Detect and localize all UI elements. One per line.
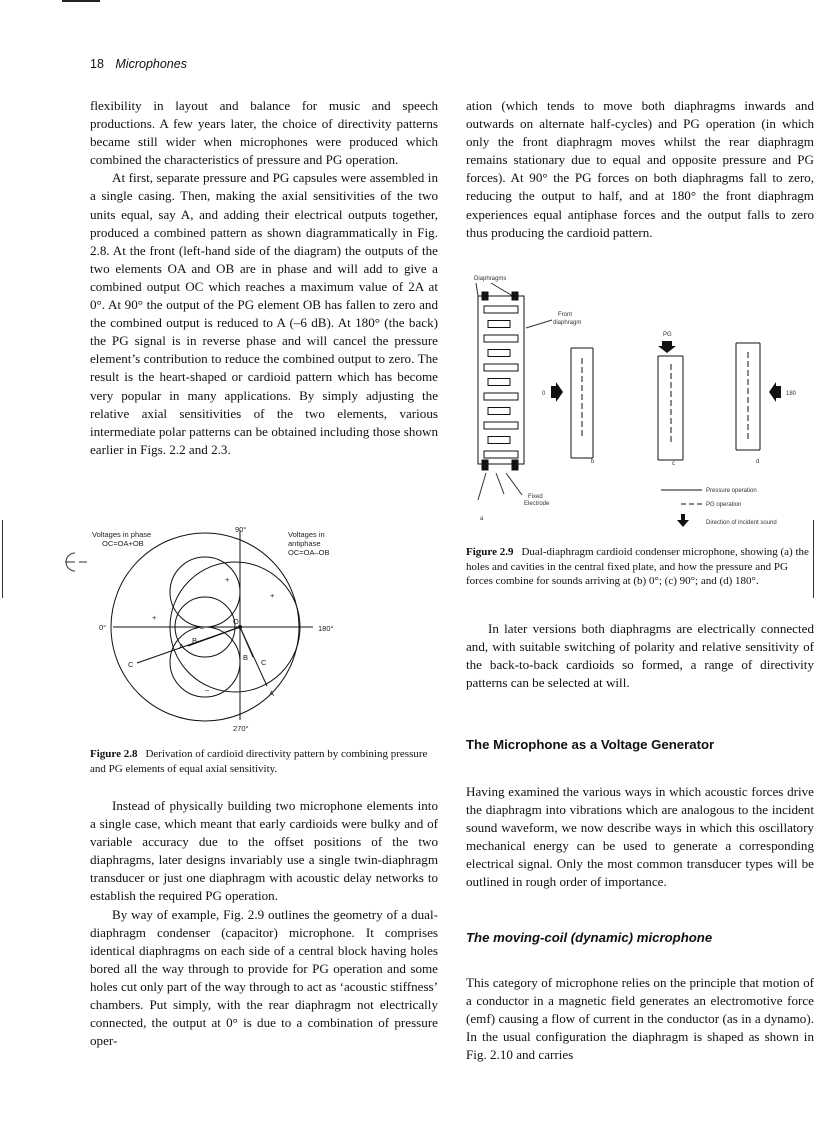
point-b-label: B	[192, 636, 198, 645]
caption-label: Figure 2.8	[90, 748, 138, 760]
point-o-label: O	[233, 617, 239, 626]
paragraph: flexibility in layout and balance for music and speech productions. A few years later, the choice of directivity patterns became still wider when microphones were produced which combined the characteristics of pressure and PG operation.	[90, 98, 438, 168]
section-heading-moving-coil: The moving-coil (dynamic) microphone	[466, 930, 713, 945]
paragraph: This category of microphone relies on the principle that motion of a conductor in a magnetic field generates an electromotive force (emf) causing a flow of current in the conductor (as in a dynamo). In the usual configuration the diaphragm is shaped as shown in Fig. 2.10 and carries	[466, 975, 814, 1063]
plus-sign: +	[270, 591, 275, 600]
plate-hole	[484, 306, 518, 313]
right-column-top	[466, 97, 814, 242]
left-column-top	[90, 97, 438, 459]
label-antiphase: Voltages in antiphase OC=OA–OB	[288, 530, 330, 557]
running-title: Microphones	[115, 57, 187, 71]
minus-sign: –	[200, 623, 205, 632]
plate-hole	[484, 451, 518, 458]
label-b: b	[591, 459, 595, 465]
figure-2-9-caption	[466, 545, 816, 589]
plate-hole	[488, 379, 510, 386]
leader-line	[506, 473, 522, 495]
label-pg: PG	[663, 332, 672, 338]
paragraph: In later versions both diaphragms are electrically connected and, with suitable switching of polarity and relative sensitivity of the back-to-back cardioids so formed, a range of directivity patterns can be selected at will.	[466, 621, 814, 691]
label-0: 0	[542, 391, 546, 397]
figure-2-8-diagram	[55, 520, 385, 735]
running-header	[90, 57, 187, 71]
plate-hole	[488, 408, 510, 415]
plate-hole	[484, 335, 518, 342]
label-a: a	[480, 516, 484, 522]
paragraph: ation (which tends to move both diaphragms inwards and outwards on alternate half-cycles) and PG operation (in which only the front diaphragm moves whilst the rear diaphragm remains stationary due to equal and opposite pressure and PG forces). At 90° the PG forces on both diaphragms fall to zero, reducing the output to half, and at 180° the front diaphragm experiences equal antiphase forces and the output falls to zero thus producing the cardioid pattern.	[466, 98, 814, 240]
arrow-direction-0	[551, 382, 563, 402]
point-c-label: C	[128, 660, 134, 669]
label-in-phase: Voltages in phase OC=OA+OB	[92, 530, 152, 548]
point-c-right-label: C	[261, 658, 267, 667]
section-moving-coil-text	[466, 974, 814, 1064]
arrow-direction-180	[769, 382, 781, 402]
registration-mark	[65, 553, 87, 571]
left-column-bottom	[90, 797, 438, 1050]
leader-line	[496, 473, 504, 494]
plates-b	[571, 348, 593, 458]
paragraph: Having examined the various ways in which acoustic forces drive the diaphragm into vibrations which are analogous to the incident sound waveform, we now describe ways in which this oscillatory mechanical energy can be used to generate a corresponding electrical signal. Only the most common transducer types will be outlined in rough order of importance.	[466, 784, 814, 890]
leader-line	[526, 320, 552, 328]
leader-line	[476, 283, 478, 296]
minus-sign: –	[205, 685, 210, 694]
figure-2-9-diagram	[466, 268, 816, 530]
label-fixed-plate: Fixed Electrode	[524, 494, 550, 507]
label-diaphragms: Diaphragms	[474, 276, 507, 282]
right-column-mid	[466, 620, 814, 692]
label-180: 180	[786, 391, 797, 397]
legend-pg: PG operation	[706, 502, 742, 508]
label-c: c	[672, 461, 675, 467]
angle-180-label: 180°	[318, 624, 334, 633]
plate-hole	[484, 393, 518, 400]
plus-sign: +	[225, 575, 230, 584]
paragraph: By way of example, Fig. 2.9 outlines the geometry of a dual-diaphragm condenser (capacitor) microphone. It comprises identical diaphragms on each side of a central block having holes bored all the way through to provide for PG operation and some holes cut only part of the way through to act as ‘acoustic stiffness’ chambers. Put simply, with the rear diaphragm not electrically connected, the output at 0° is due to a combination of pressure oper-	[90, 906, 438, 1049]
paragraph: At first, separate pressure and PG capsules were assembled in a single casing. Then, making the axial sensitivities of the two units equal, say A, and adding their electrical outputs together, produced a combined pattern as shown diagrammatically in Fig. 2.8. At the front (left-hand side of the diagram) the outputs of the two elements OA and OB are in phase and will add to give a combined output OC which reaches a maximum value of 2A at 0°. At 90° the output of the PG element OB has fallen to zero and the combined output is reduced to A (–6 dB). At 180° (the back) the PG signal is in reverse phase and will cancel the pressure element’s contribution to reduce the combined output to zero. The result is the heart-shaped or cardioid pattern which has become very popular in many applications. By simply adjusting the relative axial sensitivities of the two elements, various intermediate polar patterns can be obtained including those shown earlier in Figs. 2.2 and 2.3.	[90, 170, 438, 457]
point-a-right-label: A	[269, 689, 275, 698]
page-number: 18	[90, 57, 104, 71]
caption-label: Figure 2.9	[466, 546, 514, 558]
legend-pressure: Pressure operation	[706, 488, 757, 494]
label-d: d	[756, 459, 760, 465]
plus-sign: +	[152, 613, 157, 622]
top-rule	[62, 0, 100, 2]
angle-0-label: 0°	[99, 623, 107, 632]
angle-90-label: 90°	[235, 525, 247, 534]
figure-2-8-caption	[90, 747, 440, 776]
point-b-right-label: B	[243, 653, 249, 662]
plate-hole	[488, 321, 510, 328]
section-voltage-generator-text	[466, 783, 814, 892]
legend-direction-arrow	[677, 514, 689, 527]
plate-hole	[484, 422, 518, 429]
plate-hole	[484, 364, 518, 371]
plate-hole	[488, 350, 510, 357]
caption-text: Dual-diaphragm cardioid condenser microphone, showing (a) the holes and cavities in the central fixed plate, and how the pressure and PG forces combine for sounds arriving at (b) 0°; (c) 90°; and (d) 180°.	[466, 546, 809, 587]
label-front-diaphragm: Front diaphragm	[553, 312, 582, 326]
angle-270-label: 270°	[233, 724, 249, 733]
plate-holes	[484, 306, 518, 458]
vector-ob-left	[207, 627, 240, 639]
section-heading-voltage-generator: The Microphone as a Voltage Generator	[466, 737, 715, 752]
arrow-direction-90	[658, 341, 676, 353]
point-a-label: A	[179, 642, 185, 651]
plates-c	[658, 356, 683, 460]
legend-direction: Direction of incident sound	[706, 520, 777, 526]
paragraph: Instead of physically building two microphone elements into a single case, which meant that early cardioids were bulky and of variable accuracy due to the offset positions of the two diaphragms, later designs invariably use a single twin-diaphragm transducer or just one diaphragm with acoustic delay networks to establish the required PG operation.	[90, 798, 438, 904]
plates-d	[736, 343, 760, 450]
crop-mark	[2, 520, 3, 598]
plate-hole	[488, 437, 510, 444]
leader-line	[478, 473, 486, 500]
caption-text: Derivation of cardioid directivity pattern by combining pressure and PG elements of equal axial sensitivity.	[90, 748, 428, 775]
